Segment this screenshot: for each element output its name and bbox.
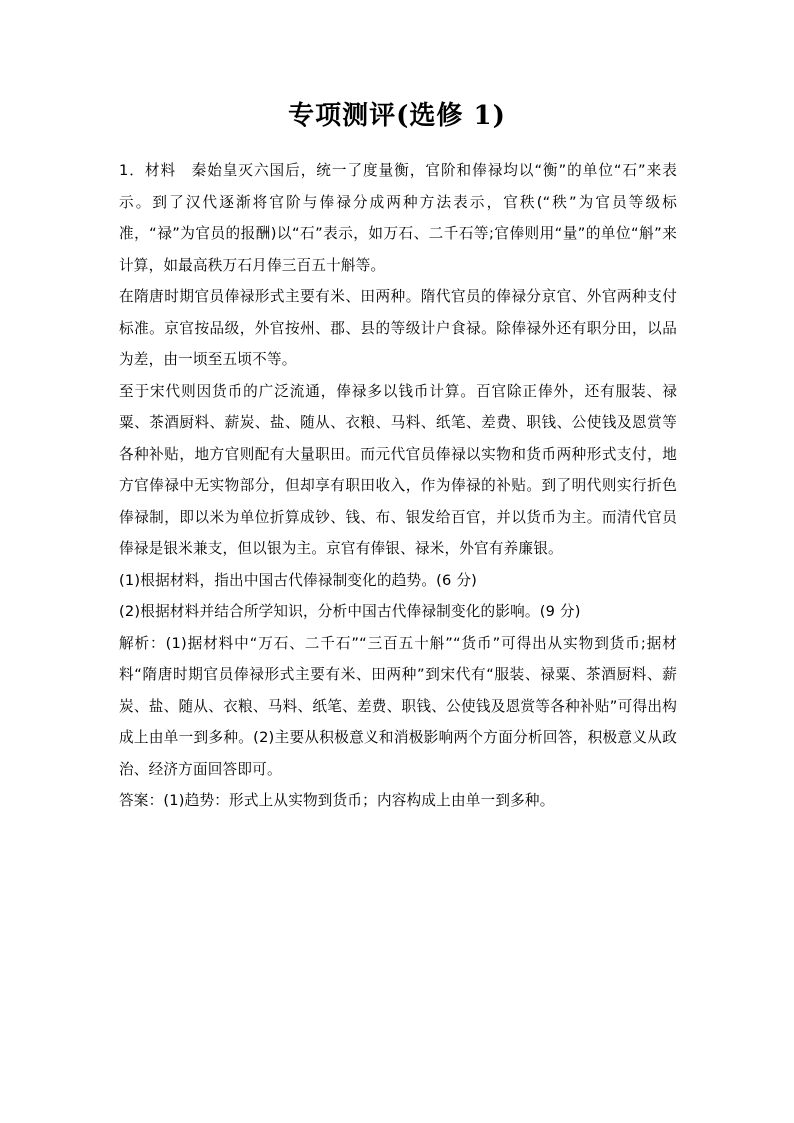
material-paragraph-3: 至于宋代则因货币的广泛流通，俸禄多以钱币计算。百官除正俸外，还有服装、禄粟、茶酒厨料、薪炭、盐、随从、衣粮、马料、纸笔、差费、职钱、公使钱及恩赏等各种补贴，地方官则配有大量职田。而元代官员俸禄以实物和货币两种形式支付，地方官俸禄中无实物部分，但却享有职田收入，作为俸禄的补贴。到了明代则实行折色俸禄制，即以米为单位折算成钞、钱、布、银发给百官，并以货币为主。而清代官员俸禄是银米兼支，但以银为主。京官有俸银、禄米，外官有养廉银。 (119, 382, 677, 557)
answer-paragraph: 答案：(1)趋势：形式上从实物到货币；内容构成上由单一到多种。 (119, 792, 555, 809)
question-2: (2)根据材料并结合所学知识，分析中国古代俸禄制变化的影响。(9 分) (119, 603, 581, 620)
question-1: (1)根据材料，指出中国古代俸禄制变化的趋势。(6 分) (119, 571, 478, 589)
page-title: 专项测评(选修 1) (288, 101, 506, 131)
material-paragraph-1: 1．材料 秦始皇灭六国后，统一了度量衡，官阶和俸禄均以“衡”的单位“石”来表示。到了汉代逐渐将官阶与俸禄分成两种方法表示，官秩(“秩”为官员等级标准，“禄”为官员的报酬)以“石”表示，如万石、二千石等;官俸则用“量”的单位“斛”来计算，如最高秩万石月俸三百五十斛等。 (119, 162, 677, 274)
material-paragraph-2: 在隋唐时期官员俸禄形式主要有米、田两种。隋代官员的俸禄分京官、外官两种支付标准。京官按品级，外官按州、郡、县的等级计户食禄。除俸禄外还有职分田，以品为差，由一顷至五顷不等。 (119, 288, 677, 368)
document-body (119, 155, 677, 817)
analysis-paragraph: 解析：(1)据材料中“万石、二千石”“三百五十斛”“货币”可得出从实物到货币;据材料“隋唐时期官员俸禄形式主要有米、田两种”到宋代有“服装、禄粟、茶酒厨料、薪炭、盐、随从、衣粮、马料、纸笔、差费、职钱、公使钱及恩赏等各种补贴”可得出构成上由单一到多种。(2)主要从积极意义和消极影响两个方面分析回答，积极意义从政治、经济方面回答即可。 (119, 634, 677, 778)
